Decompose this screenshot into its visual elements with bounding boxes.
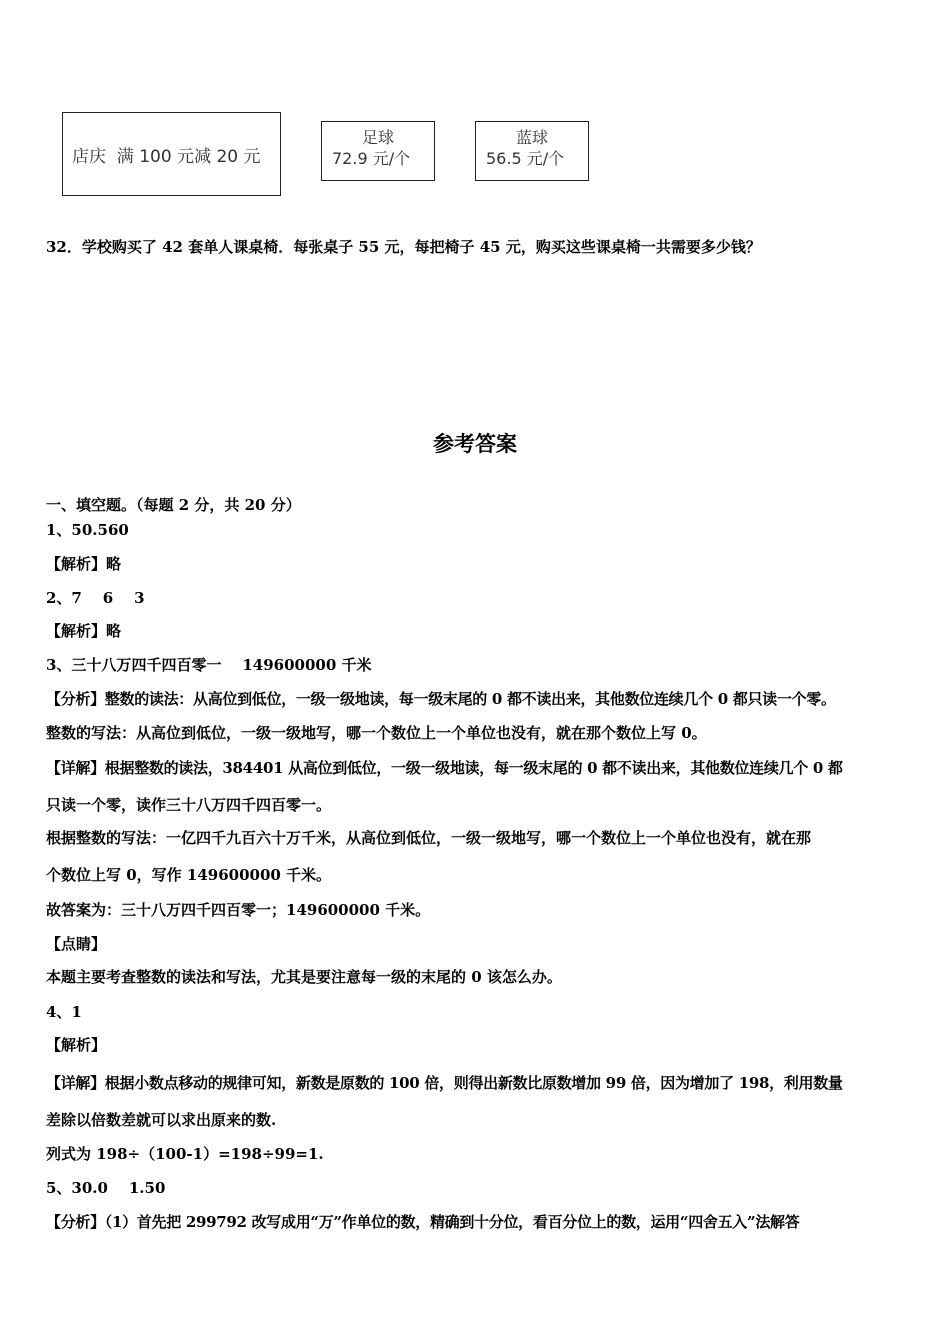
answer-line: 个数位上写 0，写作 149600000 千米。 xyxy=(46,866,332,884)
answer-line: 【点睛】 xyxy=(46,935,107,953)
product-name: 足球 xyxy=(361,128,394,147)
answer-line: 2、7 6 3 xyxy=(46,589,145,607)
answer-line: 5、30.0 1.50 xyxy=(46,1179,166,1197)
answer-line: 根据整数的写法：一亿四千九百六十万千米，从高位到低位，一级一级地写，哪一个数位上一个单位也没有，就在那 xyxy=(46,829,812,847)
product-name: 蓝球 xyxy=(515,128,548,147)
answer-line: 本题主要考查整数的读法和写法，尤其是要注意每一级的末尾的 0 该怎么办。 xyxy=(46,968,562,986)
answer-line: 【解析】略 xyxy=(46,555,122,573)
answer-line: 【详解】根据整数的读法，384401 从高位到低位，一级一级地读，每一级末尾的 0 都不读出来，其他数位连续几个 0 都 xyxy=(46,759,843,777)
answer-line: 只读一个零，读作三十八万四千四百零一。 xyxy=(46,796,332,814)
answer-line: 【分析】（1）首先把 299792 改写成用“万”作单位的数，精确到十分位，看百分位上的数，运用“四舍五入”法解答 xyxy=(46,1213,800,1231)
product-box-football xyxy=(321,121,435,181)
product-price: 72.9 元/个 xyxy=(332,149,411,168)
answer-line: 1、50.560 xyxy=(46,521,129,539)
answer-line: 【解析】略 xyxy=(46,622,122,640)
answer-line: 【解析】 xyxy=(46,1036,107,1054)
answer-line: 【分析】整数的读法：从高位到低位，一级一级地读，每一级末尾的 0 都不读出来，其他数位连续几个 0 都只读一个零。 xyxy=(46,690,836,708)
answer-line: 4、1 xyxy=(46,1003,82,1021)
answer-title: 参考答案 xyxy=(433,431,517,456)
answer-line: 3、三十八万四千四百零一 149600000 千米 xyxy=(46,656,372,674)
answer-line: 故答案为：三十八万四千四百零一；149600000 千米。 xyxy=(46,901,431,919)
question-32: 32．学校购买了 42 套单人课桌椅．每张桌子 55 元，每把椅子 45 元，购买这些课桌椅一共需要多少钱？ xyxy=(46,238,761,256)
answer-line: 一、填空题。（每题 2 分，共 20 分） xyxy=(46,496,301,514)
product-box-basketball xyxy=(475,121,589,181)
answer-line: 列式为 198÷（100-1）=198÷99=1. xyxy=(46,1145,324,1163)
product-price: 56.5 元/个 xyxy=(486,149,565,168)
answer-line: 整数的写法：从高位到低位，一级一级地写，哪一个数位上一个单位也没有，就在那个数位上写 0。 xyxy=(46,724,707,742)
answer-line: 【详解】根据小数点移动的规律可知，新数是原数的 100 倍，则得出新数比原数增加 99 倍，因为增加了 198，利用数量 xyxy=(46,1074,843,1092)
answer-line: 差除以倍数差就可以求出原来的数. xyxy=(46,1111,277,1129)
promo-box xyxy=(62,112,281,196)
promo-text: 店庆 满 100 元减 20 元 xyxy=(72,146,261,167)
